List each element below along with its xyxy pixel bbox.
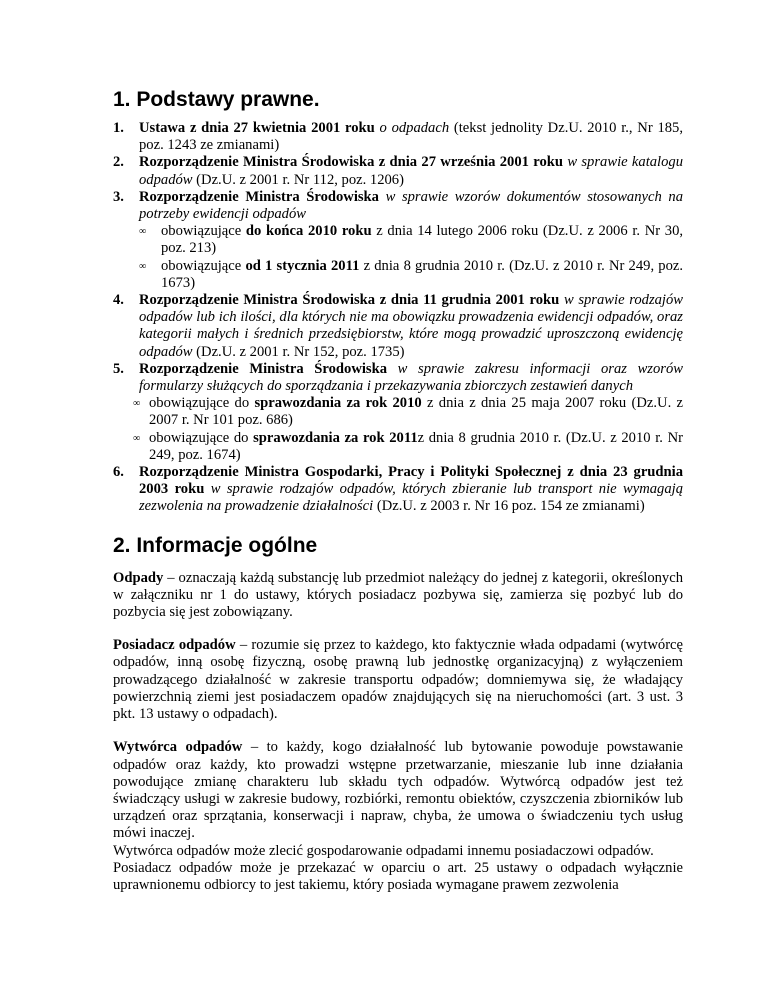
section-1-heading: 1. Podstawy prawne. [113,88,320,111]
body-paragraph: Wytwórca odpadów może zlecić gospodarowanie odpadami innemu posiadaczowi odpadów. [113,842,654,859]
act-reference: (Dz.U. z 2001 r. Nr 112, poz. 1206) [196,171,404,188]
act-reference: (Dz.U. z 2001 r. Nr 152, poz. 1735) [196,343,405,360]
sub-list-item [139,223,683,257]
sub-item-reference: z dnia 8 grudnia 2010 r. (Dz.U. z 2010 r. Nr 249, poz. 1674) [149,429,683,463]
infinity-bullet-icon: ∞ [133,432,141,444]
sub-item-bold: do końca 2010 roku [245,223,372,240]
list-item [113,154,683,188]
item-number: 4. [113,292,124,309]
sub-list [139,223,683,292]
infinity-bullet-icon: ∞ [139,260,147,272]
act-title: Rozporządzenie Ministra Środowiska [139,360,388,377]
definition-paragraph [113,637,683,723]
item-number: 1. [113,120,124,136]
act-title: Rozporządzenie Ministra Środowiska z dnia 27 września 2001 roku [139,154,563,171]
act-subject: w sprawie wzorów dokumentów stosowanych na potrzeby ewidencji odpadów [139,188,683,223]
sub-item-reference: z dnia z dnia 25 maja 2007 roku (Dz.U. z 2007 r. Nr 101 poz. 686) [149,395,684,429]
legal-basis-list [113,120,683,516]
infinity-bullet-icon: ∞ [139,226,147,238]
list-item [113,189,683,292]
act-subject: w sprawie rodzajów odpadów, których zbieranie lub transport nie wymagają zezwolenia na prowadzenie działalności [139,481,683,515]
sub-list-item [139,258,683,292]
sub-item-reference: z dnia 14 lutego 2006 roku (Dz.U. z 2006 r. Nr 30, poz. 213) [161,223,684,257]
item-number: 2. [113,154,124,171]
section-2-heading: 2. Informacje ogólne [113,533,318,557]
list-item [113,120,683,154]
definition-term: Posiadacz odpadów [113,637,236,654]
act-title: Rozporządzenie Ministra Gospodarki, Pracy i Polityki Społecznej z dnia 23 grudnia 2003 roku [139,464,683,498]
definition-term: Odpady [113,569,164,586]
act-subject: w sprawie rodzajów odpadów lub ich ilości, dla których nie ma obowiązku prowadzenia ewidencji odpadów, oraz kategorii małych i średnich przedsiębiorstw, które mogą prowadzić uproszczoną ewidencję odpadów [139,292,683,360]
sub-item-bold: sprawozdania za rok 2011 [253,429,418,446]
item-number: 3. [113,188,124,205]
infinity-bullet-icon: ∞ [133,398,141,410]
definition-paragraph [113,570,683,622]
sub-item-reference: z dnia 8 grudnia 2010 r. (Dz.U. z 2010 r. Nr 249, poz. 1673) [161,257,684,291]
act-title: Rozporządzenie Ministra Środowiska z dnia 11 grudnia 2001 roku [139,292,560,309]
item-number: 5. [113,360,124,377]
sub-item-prefix: obowiązujące [161,257,242,274]
sub-item-prefix: obowiązujące do [149,429,249,446]
act-subject: w sprawie zakresu informacji oraz wzorów formularzy służących do sporządzania i przekazywania zbiorczych zestawień danych [139,360,683,395]
act-subject: o odpadach [379,120,450,136]
definition-term: Wytwórca odpadów [113,739,243,756]
act-title: Rozporządzenie Ministra Środowiska [139,188,379,205]
act-reference: (Dz.U. z 2003 r. Nr 16 poz. 154 ze zmianami) [376,498,645,515]
sub-item-prefix: obowiązujące [161,223,242,240]
definition-text: – rozumie się przez to każdego, kto faktycznie włada odpadami (wytwórcę odpadów, inną osobę fizyczną, osobę prawną lub jednostkę organizacyjną) z wyłączeniem prowadzącego działalność w zakresie transportu odpadów; domniemywa się, że władający powierzchnią ziemi jest posiadaczem opadów znajdujących się na nieruchomości (art. 3 ust. 3 pkt. 13 ustawy o odpadach). [113,637,684,723]
item-number: 6. [113,464,124,481]
act-subject: w sprawie katalogu odpadów [139,154,683,188]
sub-list-item [133,429,683,464]
document-page [113,88,683,894]
list-item [113,361,683,464]
sub-list [133,395,684,464]
body-paragraph: Posiadacz odpadów może je przekazać w oparciu o art. 25 ustawy o odpadach wyłącznie uprawnionemu odbiorcy to jest takiemu, który posiada wymagane prawem zezwolenia [113,859,683,893]
sub-item-prefix: obowiązujące do [149,395,250,412]
definition-text: – to każdy, kogo działalność lub bytowanie powoduje powstawanie odpadów oraz każdy, kto prowadzi wstępne przetwarzanie, mieszanie lub inne działania powodujące zmianę charakteru lub składu tych odpadów. Wytwórcą odpadów jest też świadczący usługi w zakresie budowy, rozbiórki, remontu obiektów, czyszczenia zbiorników lub urządzeń oraz sprzątania, konserwacji i napraw, chyba, że umowa o świadczeniu tych usług mówi inaczej. [113,739,683,842]
act-title: Ustawa z dnia 27 kwietnia 2001 roku [139,120,375,136]
definition-paragraph [113,739,683,842]
list-item [113,292,683,361]
sub-item-bold: sprawozdania za rok 2010 [254,395,422,412]
definition-text: – oznaczają każdą substancję lub przedmiot należący do jednej z kategorii, określonych w załączniku nr 1 do ustawy, których posiadacz pozbywa się, zamierza się pozbyć lub do pozbycia się jest zobowiązany. [113,569,684,621]
list-item [113,464,683,516]
sub-list-item [133,395,684,429]
sub-item-bold: od 1 stycznia 2011 [245,257,360,274]
act-reference: (tekst jednolity Dz.U. 2010 r., Nr 185, poz. 1243 ze zmianami) [139,120,683,154]
